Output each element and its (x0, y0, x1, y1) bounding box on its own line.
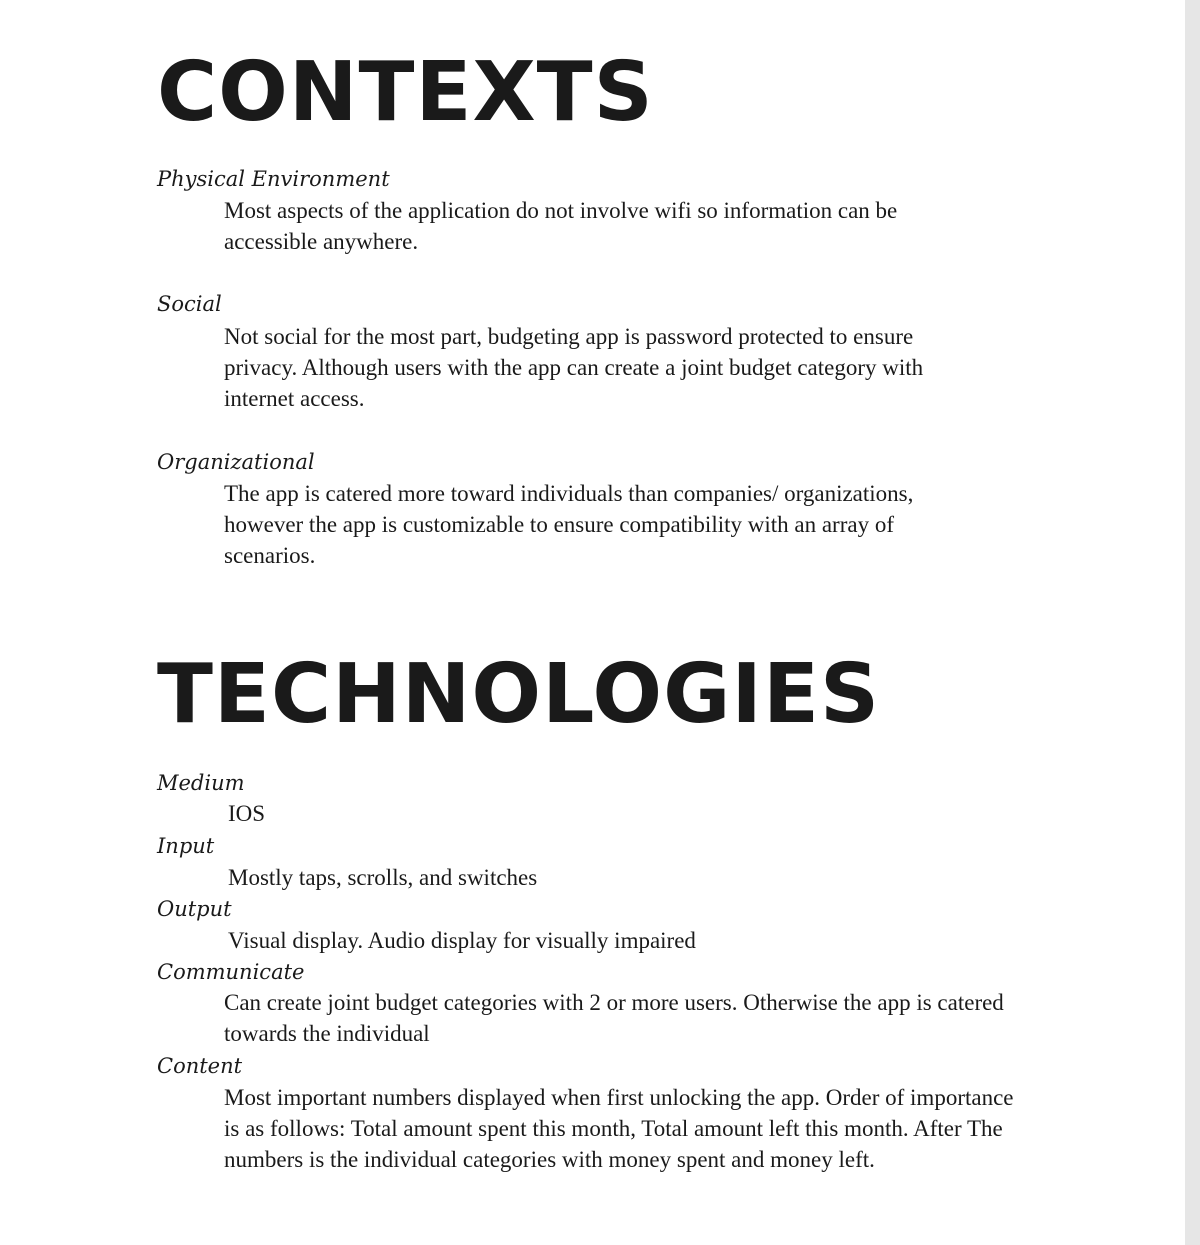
content-text: Most important numbers displayed when first unlocking the app. Order of importance is as follows: Total amount spent this month, Total amount left this month. After The numbers is the individual categories with money spent and money left. (224, 1085, 1014, 1172)
organizational-text: The app is catered more toward individuals than companies/ organizations, however the app is customizable to ensure compatibility with an array of scenarios. (224, 481, 914, 568)
social-text: Not social for the most part, budgeting app is password protected to ensure privacy. Although users with the app can create a joint budget category with internet access. (224, 324, 924, 411)
input-label: Input (157, 834, 215, 858)
contexts-heading: CONTEXTS (157, 45, 654, 140)
communicate-label: Communicate (157, 960, 305, 984)
medium-label: Medium (157, 771, 245, 795)
medium-text: IOS (228, 801, 266, 826)
social-label: Social (157, 292, 222, 316)
input-text: Mostly taps, scrolls, and switches (228, 865, 538, 890)
technologies-heading: TECHNOLOGIES (157, 647, 881, 742)
physical-environment-label: Physical Environment (157, 167, 390, 191)
output-text: Visual display. Audio display for visually impaired (228, 928, 696, 953)
physical-environment-text: Most aspects of the application do not involve wifi so information can be accessible anywhere. (224, 198, 898, 254)
communicate-text: Can create joint budget categories with 2 or more users. Otherwise the app is catered towards the individual (224, 990, 1004, 1046)
page-edge-margin (1185, 0, 1200, 1245)
output-label: Output (157, 897, 232, 921)
content-label: Content (157, 1054, 243, 1078)
organizational-label: Organizational (157, 450, 315, 474)
